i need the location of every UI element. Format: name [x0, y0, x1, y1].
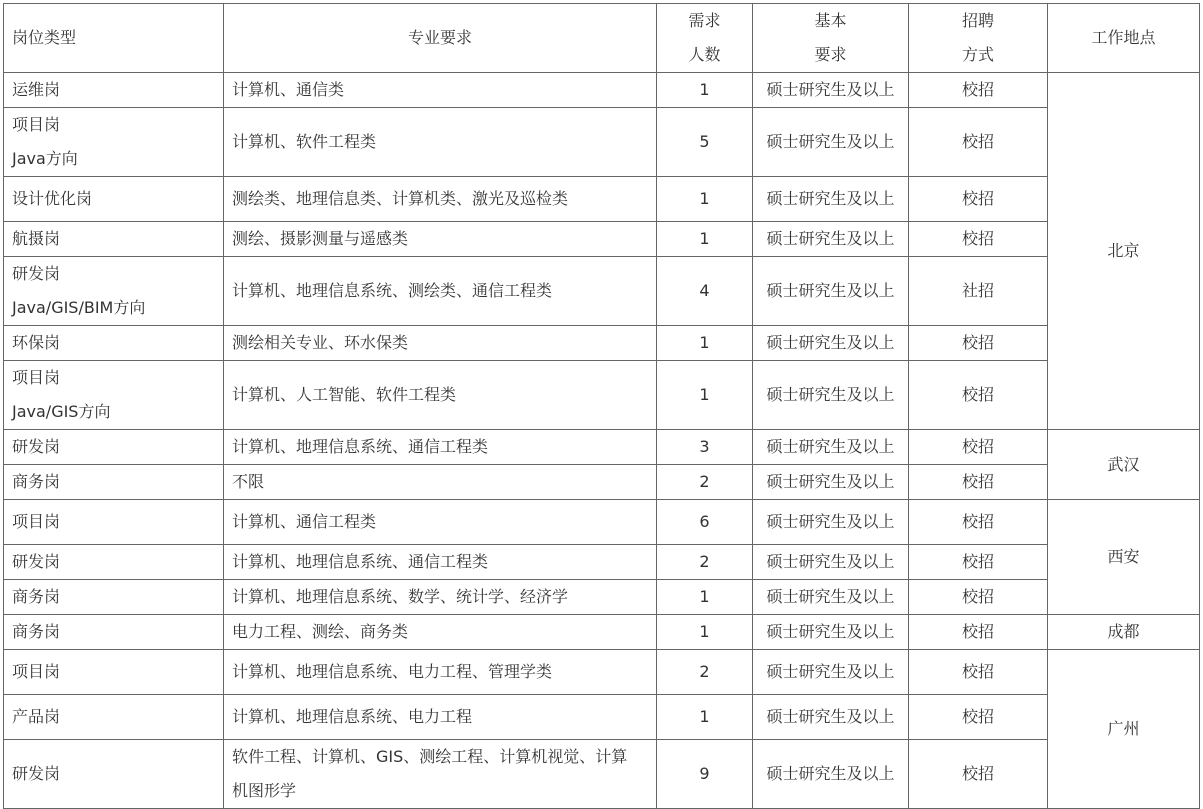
cell-basic-requirement: 硕士研究生及以上 — [753, 430, 909, 465]
cell-recruit-method: 校招 — [909, 326, 1048, 361]
cell-headcount: 1 — [657, 177, 753, 222]
cell-position-type: 研发岗 Java/GIS/BIM方向 — [4, 257, 224, 326]
cell-recruit-method: 校招 — [909, 73, 1048, 108]
table-row — [4, 465, 1200, 500]
cell-position-type: 研发岗 — [4, 740, 224, 809]
cell-position-type: 商务岗 — [4, 465, 224, 500]
header-major: 专业要求 — [224, 4, 657, 73]
cell-recruit-method: 校招 — [909, 430, 1048, 465]
table-row — [4, 108, 1200, 177]
cell-basic-requirement: 硕士研究生及以上 — [753, 177, 909, 222]
cell-headcount: 9 — [657, 740, 753, 809]
cell-basic-requirement: 硕士研究生及以上 — [753, 257, 909, 326]
table-row — [4, 326, 1200, 361]
cell-headcount: 2 — [657, 545, 753, 580]
cell-major-requirement: 计算机、地理信息系统、通信工程类 — [224, 430, 657, 465]
header-basic: 基本 要求 — [753, 4, 909, 73]
cell-position-type: 产品岗 — [4, 695, 224, 740]
cell-position-type: 项目岗 — [4, 650, 224, 695]
cell-recruit-method: 社招 — [909, 257, 1048, 326]
cell-basic-requirement: 硕士研究生及以上 — [753, 580, 909, 615]
cell-recruit-method: 校招 — [909, 222, 1048, 257]
cell-major-requirement: 计算机、人工智能、软件工程类 — [224, 361, 657, 430]
cell-major-requirement: 计算机、通信类 — [224, 73, 657, 108]
table-row — [4, 650, 1200, 695]
cell-major-requirement: 计算机、地理信息系统、测绘类、通信工程类 — [224, 257, 657, 326]
cell-basic-requirement: 硕士研究生及以上 — [753, 108, 909, 177]
cell-headcount: 4 — [657, 257, 753, 326]
cell-recruit-method: 校招 — [909, 177, 1048, 222]
cell-basic-requirement: 硕士研究生及以上 — [753, 465, 909, 500]
cell-position-type: 研发岗 — [4, 430, 224, 465]
cell-recruit-method: 校招 — [909, 615, 1048, 650]
cell-headcount: 1 — [657, 580, 753, 615]
cell-work-location: 成都 — [1048, 615, 1200, 650]
cell-position-type: 商务岗 — [4, 580, 224, 615]
table-row — [4, 430, 1200, 465]
table-row — [4, 257, 1200, 326]
cell-recruit-method: 校招 — [909, 465, 1048, 500]
cell-headcount: 5 — [657, 108, 753, 177]
cell-major-requirement: 不限 — [224, 465, 657, 500]
cell-major-requirement: 计算机、通信工程类 — [224, 500, 657, 545]
cell-recruit-method: 校招 — [909, 108, 1048, 177]
cell-recruit-method: 校招 — [909, 361, 1048, 430]
cell-position-type: 航摄岗 — [4, 222, 224, 257]
cell-major-requirement: 软件工程、计算机、GIS、测绘工程、计算机视觉、计算 机图形学 — [224, 740, 657, 809]
header-row — [4, 4, 1200, 73]
cell-recruit-method: 校招 — [909, 740, 1048, 809]
header-count: 需求 人数 — [657, 4, 753, 73]
cell-headcount: 2 — [657, 465, 753, 500]
table-row — [4, 222, 1200, 257]
cell-position-type: 项目岗 Java/GIS方向 — [4, 361, 224, 430]
cell-basic-requirement: 硕士研究生及以上 — [753, 326, 909, 361]
cell-headcount: 1 — [657, 615, 753, 650]
cell-work-location: 武汉 — [1048, 430, 1200, 500]
cell-basic-requirement: 硕士研究生及以上 — [753, 222, 909, 257]
cell-headcount: 1 — [657, 73, 753, 108]
table-row — [4, 695, 1200, 740]
cell-recruit-method: 校招 — [909, 695, 1048, 740]
cell-headcount: 6 — [657, 500, 753, 545]
table-row — [4, 580, 1200, 615]
cell-headcount: 3 — [657, 430, 753, 465]
cell-position-type: 设计优化岗 — [4, 177, 224, 222]
cell-basic-requirement: 硕士研究生及以上 — [753, 361, 909, 430]
table-row — [4, 615, 1200, 650]
cell-major-requirement: 计算机、地理信息系统、数学、统计学、经济学 — [224, 580, 657, 615]
cell-basic-requirement: 硕士研究生及以上 — [753, 650, 909, 695]
cell-position-type: 项目岗 Java方向 — [4, 108, 224, 177]
cell-work-location: 西安 — [1048, 500, 1200, 615]
cell-position-type: 环保岗 — [4, 326, 224, 361]
header-type: 岗位类型 — [4, 4, 224, 73]
cell-headcount: 2 — [657, 650, 753, 695]
table-row — [4, 545, 1200, 580]
cell-recruit-method: 校招 — [909, 500, 1048, 545]
cell-recruit-method: 校招 — [909, 650, 1048, 695]
cell-headcount: 1 — [657, 222, 753, 257]
cell-major-requirement: 测绘类、地理信息类、计算机类、激光及巡检类 — [224, 177, 657, 222]
cell-basic-requirement: 硕士研究生及以上 — [753, 740, 909, 809]
cell-headcount: 1 — [657, 361, 753, 430]
cell-basic-requirement: 硕士研究生及以上 — [753, 545, 909, 580]
cell-major-requirement: 测绘相关专业、环水保类 — [224, 326, 657, 361]
cell-major-requirement: 计算机、软件工程类 — [224, 108, 657, 177]
cell-position-type: 项目岗 — [4, 500, 224, 545]
table-row — [4, 73, 1200, 108]
header-method: 招聘 方式 — [909, 4, 1048, 73]
cell-recruit-method: 校招 — [909, 580, 1048, 615]
table-row — [4, 740, 1200, 809]
cell-headcount: 1 — [657, 695, 753, 740]
cell-basic-requirement: 硕士研究生及以上 — [753, 73, 909, 108]
table-row — [4, 500, 1200, 545]
cell-basic-requirement: 硕士研究生及以上 — [753, 695, 909, 740]
cell-headcount: 1 — [657, 326, 753, 361]
cell-basic-requirement: 硕士研究生及以上 — [753, 500, 909, 545]
table-row — [4, 177, 1200, 222]
cell-position-type: 运维岗 — [4, 73, 224, 108]
cell-work-location: 北京 — [1048, 73, 1200, 430]
recruitment-table — [3, 3, 1200, 809]
cell-basic-requirement: 硕士研究生及以上 — [753, 615, 909, 650]
table-row — [4, 361, 1200, 430]
cell-recruit-method: 校招 — [909, 545, 1048, 580]
cell-position-type: 商务岗 — [4, 615, 224, 650]
cell-major-requirement: 电力工程、测绘、商务类 — [224, 615, 657, 650]
cell-major-requirement: 计算机、地理信息系统、电力工程 — [224, 695, 657, 740]
header-location: 工作地点 — [1048, 4, 1200, 73]
cell-major-requirement: 计算机、地理信息系统、电力工程、管理学类 — [224, 650, 657, 695]
cell-major-requirement: 计算机、地理信息系统、通信工程类 — [224, 545, 657, 580]
cell-major-requirement: 测绘、摄影测量与遥感类 — [224, 222, 657, 257]
cell-position-type: 研发岗 — [4, 545, 224, 580]
cell-work-location: 广州 — [1048, 650, 1200, 809]
